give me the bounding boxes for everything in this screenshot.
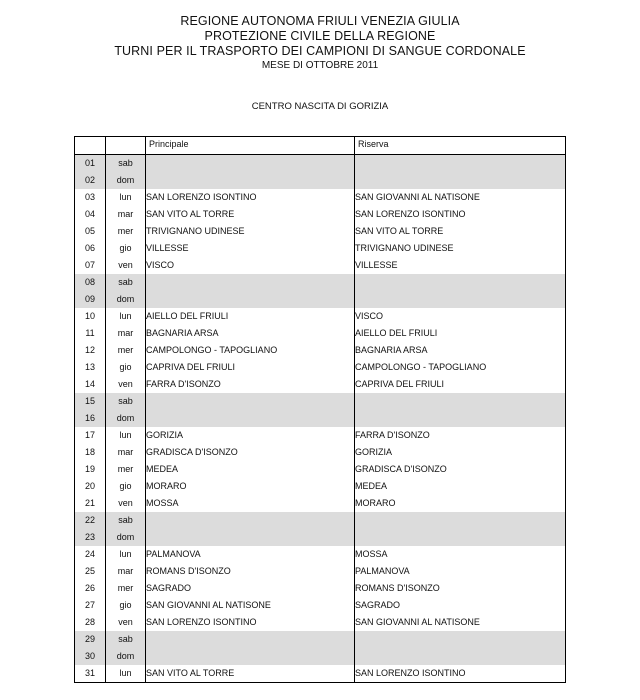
riserva-cell [355, 529, 566, 546]
riserva-cell: CAPRIVA DEL FRIULI [355, 376, 566, 393]
day-cell: 24 [75, 546, 106, 563]
day-cell: 02 [75, 172, 106, 189]
table-row [75, 597, 566, 614]
table-header-row [75, 137, 566, 155]
weekday-cell: mar [106, 206, 146, 223]
shift-table [74, 136, 566, 683]
day-cell: 22 [75, 512, 106, 529]
riserva-cell [355, 291, 566, 308]
weekday-cell: mer [106, 223, 146, 240]
day-cell: 31 [75, 665, 106, 683]
weekday-cell: sab [106, 512, 146, 529]
principale-cell [146, 410, 355, 427]
principale-cell: BAGNARIA ARSA [146, 325, 355, 342]
principale-cell: GORIZIA [146, 427, 355, 444]
riserva-cell: FARRA D'ISONZO [355, 427, 566, 444]
riserva-cell: SAGRADO [355, 597, 566, 614]
riserva-cell: PALMANOVA [355, 563, 566, 580]
principale-cell: MEDEA [146, 461, 355, 478]
principale-cell [146, 274, 355, 291]
weekday-cell: gio [106, 478, 146, 495]
riserva-cell: SAN LORENZO ISONTINO [355, 665, 566, 683]
day-cell: 25 [75, 563, 106, 580]
table-row [75, 546, 566, 563]
riserva-cell: AIELLO DEL FRIULI [355, 325, 566, 342]
riserva-cell: VILLESSE [355, 257, 566, 274]
day-cell: 18 [75, 444, 106, 461]
day-cell: 12 [75, 342, 106, 359]
principale-cell [146, 512, 355, 529]
principale-cell: SAN VITO AL TORRE [146, 206, 355, 223]
weekday-cell: gio [106, 359, 146, 376]
principale-cell: GRADISCA D'ISONZO [146, 444, 355, 461]
weekday-cell: lun [106, 546, 146, 563]
day-cell: 06 [75, 240, 106, 257]
weekday-cell: mar [106, 563, 146, 580]
weekday-cell: dom [106, 172, 146, 189]
table-row [75, 376, 566, 393]
day-cell: 10 [75, 308, 106, 325]
riserva-cell [355, 274, 566, 291]
document-header [0, 14, 640, 73]
table-row [75, 359, 566, 376]
day-cell: 11 [75, 325, 106, 342]
weekday-cell: lun [106, 189, 146, 206]
table-body [75, 155, 566, 683]
column-header-principale: Principale [146, 137, 355, 155]
table-row [75, 563, 566, 580]
table-row [75, 189, 566, 206]
table-row [75, 155, 566, 173]
principale-cell: CAPRIVA DEL FRIULI [146, 359, 355, 376]
principale-cell: VILLESSE [146, 240, 355, 257]
riserva-cell: MEDEA [355, 478, 566, 495]
table-row [75, 444, 566, 461]
riserva-cell: GORIZIA [355, 444, 566, 461]
weekday-cell: ven [106, 257, 146, 274]
table-row [75, 495, 566, 512]
table-row [75, 665, 566, 683]
principale-cell: MOSSA [146, 495, 355, 512]
table-row [75, 172, 566, 189]
day-cell: 20 [75, 478, 106, 495]
region-title: REGIONE AUTONOMA FRIULI VENEZIA GIULIA [180, 14, 460, 28]
table-row [75, 240, 566, 257]
center-title: CENTRO NASCITA DI GORIZIA [251, 101, 389, 112]
day-cell: 27 [75, 597, 106, 614]
riserva-cell: BAGNARIA ARSA [355, 342, 566, 359]
principale-cell: FARRA D'ISONZO [146, 376, 355, 393]
principale-cell: ROMANS D'ISONZO [146, 563, 355, 580]
riserva-cell: ROMANS D'ISONZO [355, 580, 566, 597]
riserva-cell: SAN LORENZO ISONTINO [355, 206, 566, 223]
riserva-cell [355, 631, 566, 648]
riserva-cell [355, 648, 566, 665]
riserva-cell: TRIVIGNANO UDINESE [355, 240, 566, 257]
riserva-cell [355, 172, 566, 189]
month-subtitle: MESE DI OTTOBRE 2011 [261, 60, 379, 71]
riserva-cell [355, 410, 566, 427]
principale-cell: SAN LORENZO ISONTINO [146, 614, 355, 631]
principale-cell: SAN VITO AL TORRE [146, 665, 355, 683]
principale-cell: TRIVIGNANO UDINESE [146, 223, 355, 240]
table-row [75, 291, 566, 308]
weekday-cell: mer [106, 342, 146, 359]
table-row [75, 648, 566, 665]
principale-cell: AIELLO DEL FRIULI [146, 308, 355, 325]
weekday-cell: sab [106, 155, 146, 173]
riserva-cell: SAN GIOVANNI AL NATISONE [355, 614, 566, 631]
principale-cell: SAN GIOVANNI AL NATISONE [146, 597, 355, 614]
table-row [75, 580, 566, 597]
weekday-cell: sab [106, 274, 146, 291]
day-cell: 05 [75, 223, 106, 240]
day-cell: 16 [75, 410, 106, 427]
principale-cell: SAGRADO [146, 580, 355, 597]
weekday-cell: sab [106, 631, 146, 648]
weekday-cell: lun [106, 308, 146, 325]
principale-cell [146, 631, 355, 648]
weekday-cell: mar [106, 325, 146, 342]
weekday-cell: dom [106, 648, 146, 665]
day-cell: 17 [75, 427, 106, 444]
riserva-cell: GRADISCA D'ISONZO [355, 461, 566, 478]
column-header-day [75, 137, 106, 155]
riserva-cell: CAMPOLONGO - TAPOGLIANO [355, 359, 566, 376]
column-header-riserva: Riserva [355, 137, 566, 155]
table-row [75, 410, 566, 427]
document-title: TURNI PER IL TRASPORTO DEI CAMPIONI DI SANGUE CORDONALE [114, 44, 526, 58]
weekday-cell: dom [106, 291, 146, 308]
day-cell: 04 [75, 206, 106, 223]
principale-cell: PALMANOVA [146, 546, 355, 563]
principale-cell [146, 291, 355, 308]
table-row [75, 342, 566, 359]
column-header-weekday [106, 137, 146, 155]
weekday-cell: mar [106, 444, 146, 461]
principale-cell: CAMPOLONGO - TAPOGLIANO [146, 342, 355, 359]
day-cell: 14 [75, 376, 106, 393]
table-row [75, 257, 566, 274]
day-cell: 09 [75, 291, 106, 308]
day-cell: 08 [75, 274, 106, 291]
table-row [75, 478, 566, 495]
weekday-cell: dom [106, 410, 146, 427]
riserva-cell [355, 155, 566, 173]
department-title: PROTEZIONE CIVILE DELLA REGIONE [204, 29, 436, 43]
weekday-cell: sab [106, 393, 146, 410]
day-cell: 30 [75, 648, 106, 665]
weekday-cell: lun [106, 665, 146, 683]
day-cell: 29 [75, 631, 106, 648]
principale-cell [146, 155, 355, 173]
weekday-cell: ven [106, 614, 146, 631]
table-row [75, 427, 566, 444]
riserva-cell: MOSSA [355, 546, 566, 563]
riserva-cell: SAN GIOVANNI AL NATISONE [355, 189, 566, 206]
table-row [75, 223, 566, 240]
day-cell: 03 [75, 189, 106, 206]
day-cell: 28 [75, 614, 106, 631]
table-row [75, 512, 566, 529]
table-row [75, 614, 566, 631]
principale-cell [146, 529, 355, 546]
weekday-cell: gio [106, 597, 146, 614]
riserva-cell [355, 393, 566, 410]
day-cell: 23 [75, 529, 106, 546]
riserva-cell: VISCO [355, 308, 566, 325]
riserva-cell: SAN VITO AL TORRE [355, 223, 566, 240]
principale-cell: SAN LORENZO ISONTINO [146, 189, 355, 206]
principale-cell [146, 648, 355, 665]
weekday-cell: ven [106, 495, 146, 512]
day-cell: 21 [75, 495, 106, 512]
weekday-cell: lun [106, 427, 146, 444]
table-row [75, 393, 566, 410]
table-row [75, 529, 566, 546]
riserva-cell [355, 512, 566, 529]
table-row [75, 206, 566, 223]
table-row [75, 308, 566, 325]
weekday-cell: gio [106, 240, 146, 257]
principale-cell [146, 172, 355, 189]
weekday-cell: ven [106, 376, 146, 393]
table-row [75, 325, 566, 342]
weekday-cell: dom [106, 529, 146, 546]
weekday-cell: mer [106, 580, 146, 597]
day-cell: 07 [75, 257, 106, 274]
day-cell: 15 [75, 393, 106, 410]
principale-cell [146, 393, 355, 410]
principale-cell: MORARO [146, 478, 355, 495]
principale-cell: VISCO [146, 257, 355, 274]
table-row [75, 461, 566, 478]
riserva-cell: MORARO [355, 495, 566, 512]
day-cell: 26 [75, 580, 106, 597]
weekday-cell: mer [106, 461, 146, 478]
day-cell: 01 [75, 155, 106, 173]
day-cell: 13 [75, 359, 106, 376]
table-row [75, 631, 566, 648]
day-cell: 19 [75, 461, 106, 478]
table-row [75, 274, 566, 291]
